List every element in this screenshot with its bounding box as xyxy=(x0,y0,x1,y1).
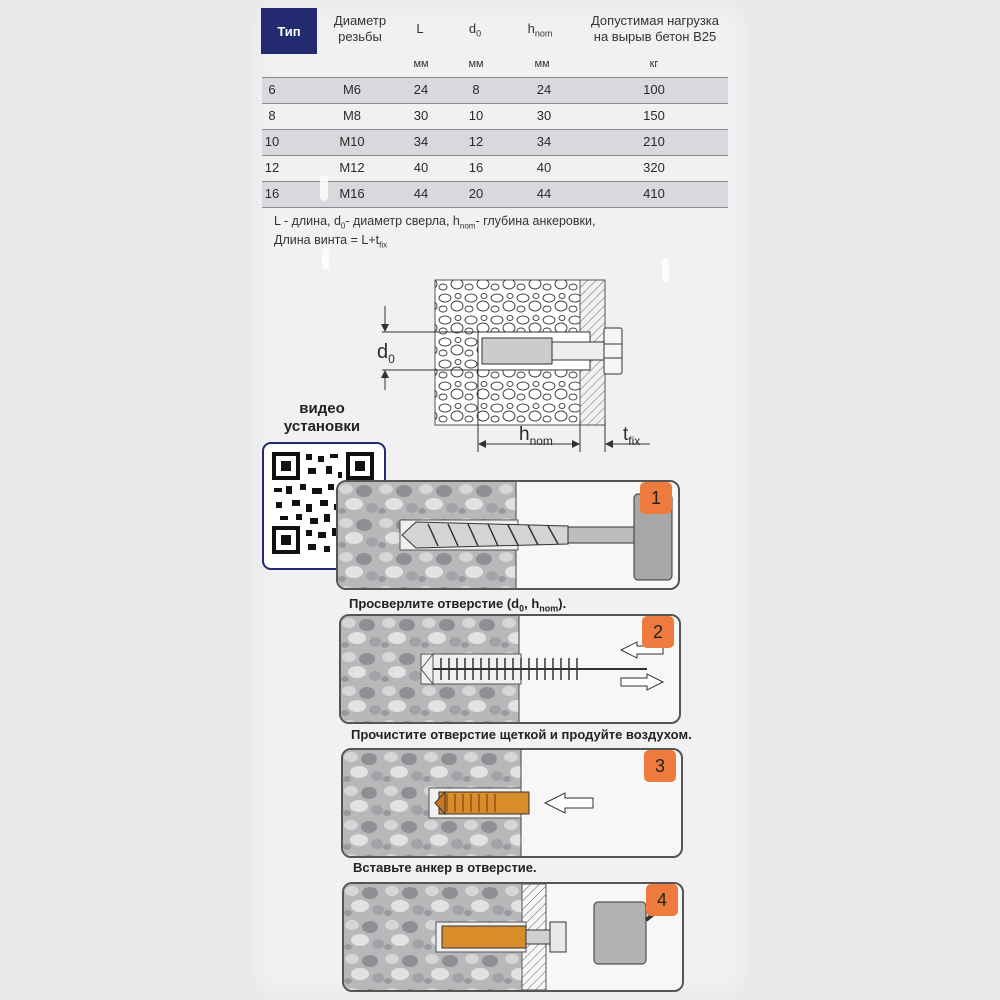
step-2-panel xyxy=(339,614,681,724)
cell-load: 100 xyxy=(643,82,665,97)
step-3-caption: Вставьте анкер в отверстие. xyxy=(353,860,537,875)
header-load-line1: Допустимая нагрузка xyxy=(590,13,719,28)
table-row xyxy=(262,129,728,155)
cell-d0: 10 xyxy=(468,108,484,123)
drill-illustration xyxy=(338,482,678,588)
cell-thread: M16 xyxy=(339,186,365,201)
unit-load: кг xyxy=(649,58,659,70)
cell-load: 320 xyxy=(643,160,665,175)
header-hnom-sub: nom xyxy=(534,28,553,39)
tighten-anchor-illustration xyxy=(344,884,682,990)
cell-d0: 20 xyxy=(468,186,484,201)
table-row xyxy=(262,181,728,208)
cell-load: 410 xyxy=(643,186,665,201)
cell-hnom: 24 xyxy=(536,82,552,97)
header-thread-line2: резьбы xyxy=(338,29,382,44)
cell-l: 44 xyxy=(413,186,429,201)
cell-type: 10 xyxy=(264,134,280,149)
cell-hnom: 34 xyxy=(536,134,552,149)
step-4-number: 4 xyxy=(646,884,678,916)
table-row xyxy=(262,103,728,129)
cell-load: 150 xyxy=(643,108,665,123)
hnom-main: h xyxy=(519,424,530,445)
caption-sub: 0 xyxy=(519,603,525,614)
caption-part: Просверлите отверстие (d xyxy=(349,596,520,611)
step-4-panel xyxy=(342,882,684,992)
header-load xyxy=(585,13,725,45)
header-d0-sub: 0 xyxy=(476,28,482,39)
footnote-sub: nom xyxy=(459,221,476,231)
cell-l: 24 xyxy=(413,82,429,97)
header-thread xyxy=(320,13,400,45)
cell-thread: M12 xyxy=(339,160,365,175)
header-d0 xyxy=(460,21,490,42)
unit-d0: мм xyxy=(468,58,484,70)
footnote-sub: 0 xyxy=(340,221,346,231)
video-label-line1: видео xyxy=(299,400,345,417)
footnote-part: Длина винта = L+t xyxy=(274,233,380,247)
header-load-line2: на вырыв бетон B25 xyxy=(593,29,717,44)
cell-l: 30 xyxy=(413,108,429,123)
video-label xyxy=(272,400,372,436)
cell-thread: M10 xyxy=(339,134,365,149)
cell-l: 34 xyxy=(413,134,429,149)
insert-anchor-illustration xyxy=(343,750,681,856)
step-3-number: 3 xyxy=(644,750,676,782)
glare-mark xyxy=(320,175,328,201)
tfix-sub: fix xyxy=(628,433,641,448)
footnote-line1 xyxy=(274,214,595,231)
cell-thread: M6 xyxy=(342,82,362,97)
footnote-part: L - длина, d xyxy=(274,214,341,228)
tfix-main: t xyxy=(623,424,629,445)
cell-d0: 8 xyxy=(472,82,480,97)
step-1-caption xyxy=(349,596,566,614)
table-row xyxy=(262,155,728,181)
cell-type: 16 xyxy=(264,186,280,201)
glare-mark xyxy=(662,258,669,282)
cell-type: 12 xyxy=(264,160,280,175)
d0-sub: 0 xyxy=(388,352,395,366)
unit-hnom: мм xyxy=(534,58,550,70)
footnote-sub: fix xyxy=(379,240,388,250)
cell-hnom: 44 xyxy=(536,186,552,201)
hnom-sub: nom xyxy=(529,433,553,448)
header-l: L xyxy=(416,21,424,36)
step-2-number: 2 xyxy=(642,616,674,648)
brush-illustration xyxy=(341,616,679,722)
cell-d0: 12 xyxy=(468,134,484,149)
step-1-number: 1 xyxy=(640,482,672,514)
video-label-line2: установки xyxy=(283,418,361,435)
cell-thread: M8 xyxy=(342,108,362,123)
step-2-caption: Прочистите отверстие щеткой и продуйте воздухом. xyxy=(351,727,692,742)
caption-sub: nom xyxy=(539,603,559,614)
step-1-panel xyxy=(336,480,680,590)
footnote-part: - диаметр сверла, h xyxy=(345,214,460,228)
cell-type: 8 xyxy=(268,108,276,123)
anchor-cross-section-diagram xyxy=(360,270,660,460)
header-d0-main: d xyxy=(468,21,477,36)
cell-hnom: 30 xyxy=(536,108,552,123)
header-thread-line1: Диаметр xyxy=(333,13,387,28)
caption-part: ). xyxy=(558,596,567,611)
footnote-line2 xyxy=(274,233,387,250)
step-3-panel xyxy=(341,748,683,858)
cell-l: 40 xyxy=(413,160,429,175)
d0-label xyxy=(377,341,395,366)
tfix-label xyxy=(623,424,640,448)
cell-type: 6 xyxy=(268,82,276,97)
glare-mark xyxy=(322,248,329,270)
cell-d0: 16 xyxy=(468,160,484,175)
hnom-label xyxy=(519,424,553,448)
caption-part: , h xyxy=(524,596,540,611)
d0-main: d xyxy=(377,341,389,363)
header-type: Тип xyxy=(261,8,317,54)
header-hnom xyxy=(520,21,560,42)
cell-hnom: 40 xyxy=(536,160,552,175)
cell-load: 210 xyxy=(643,134,665,149)
table-row xyxy=(262,77,728,103)
unit-l: мм xyxy=(413,58,429,70)
header-hnom-main: h xyxy=(527,21,535,36)
footnote-part: - глубина анкеровки, xyxy=(475,214,596,228)
